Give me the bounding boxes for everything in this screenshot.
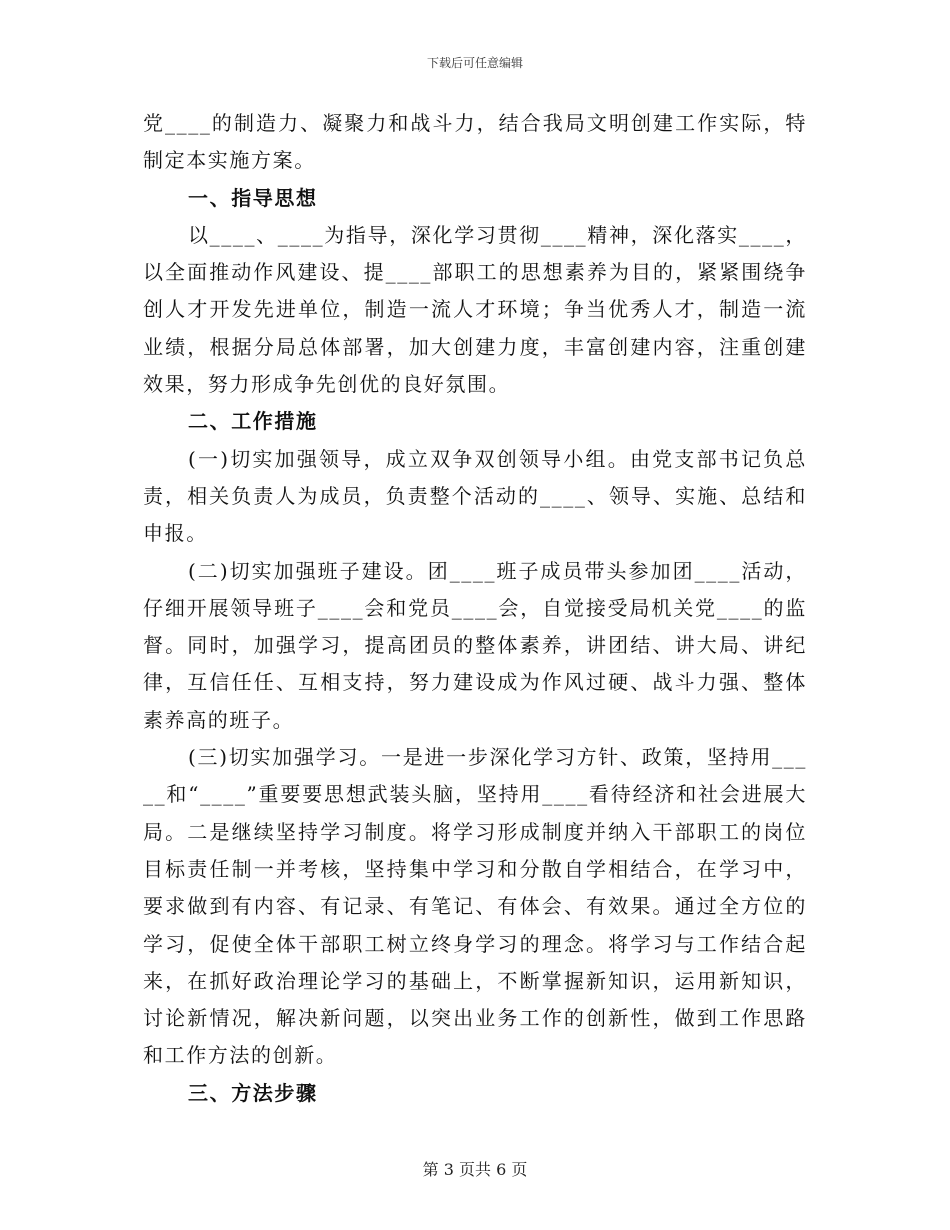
paragraph-guiding-thought: 以____、____为指导，深化学习贯彻____精神，深化落实____，以全面推动作风建设、提____部职工的思想素养为目的，紧紧围绕争创人才开发先进单位，制造一流人才环境；争当优秀人才，制造一流业绩，根据分局总体部署，加大创建力度，丰富创建内容，注重创建效果，努力形成争先创优的良好氛围。	[143, 222, 807, 397]
paragraph-measure-2: (二)切实加强班子建设。团____班子成员带头参加团____活动，仔细开展领导班子____会和党员____会，自觉接受局机关党____的监督。同时，加强学习，提高团员的整体素养，讲团结、讲大局、讲纪律，互信任任、互相支持，努力建设成为作风过硬、战斗力强、整体素养高的班子。	[143, 558, 807, 732]
paragraph-measure-1: (一)切实加强领导，成立双争双创领导小组。由党支部书记负总责，相关负责人为成员，负责整个活动的____、领导、实施、总结和申报。	[143, 446, 807, 546]
continuation-paragraph: 党____的制造力、凝聚力和战斗力，结合我局文明创建工作实际，特制定本实施方案。	[143, 111, 807, 173]
section-heading-method-steps: 三、方法步骤	[188, 1080, 318, 1105]
page-number-footer: 第 3 页共 6 页	[422, 1160, 528, 1179]
page-header-note: 下载后可任意编辑	[426, 56, 523, 70]
section-heading-work-measures: 二、工作措施	[188, 409, 318, 434]
section-heading-guiding-thought: 一、指导思想	[188, 185, 318, 210]
document-body	[143, 105, 807, 1112]
paragraph-measure-3: (三)切实加强学习。一是进一步深化学习方针、政策，坚持用_____和“____”重要要思想武装头脑，坚持用____看待经济和社会进展大局。二是继续坚持学习制度。将学习形成制度并纳入干部职工的岗位目标责任制一并考核，坚持集中学习和分散自学相结合，在学习中，要求做到有内容、有记录、有笔记、有体会、有效果。通过全方位的学习，促使全体干部职工树立终身学习的理念。将学习与工作结合起来，在抓好政治理论学习的基础上，不断掌握新知识，运用新知识，讨论新情况，解决新问题，以突出业务工作的创新性，做到工作思路和工作方法的创新。	[143, 745, 807, 1068]
